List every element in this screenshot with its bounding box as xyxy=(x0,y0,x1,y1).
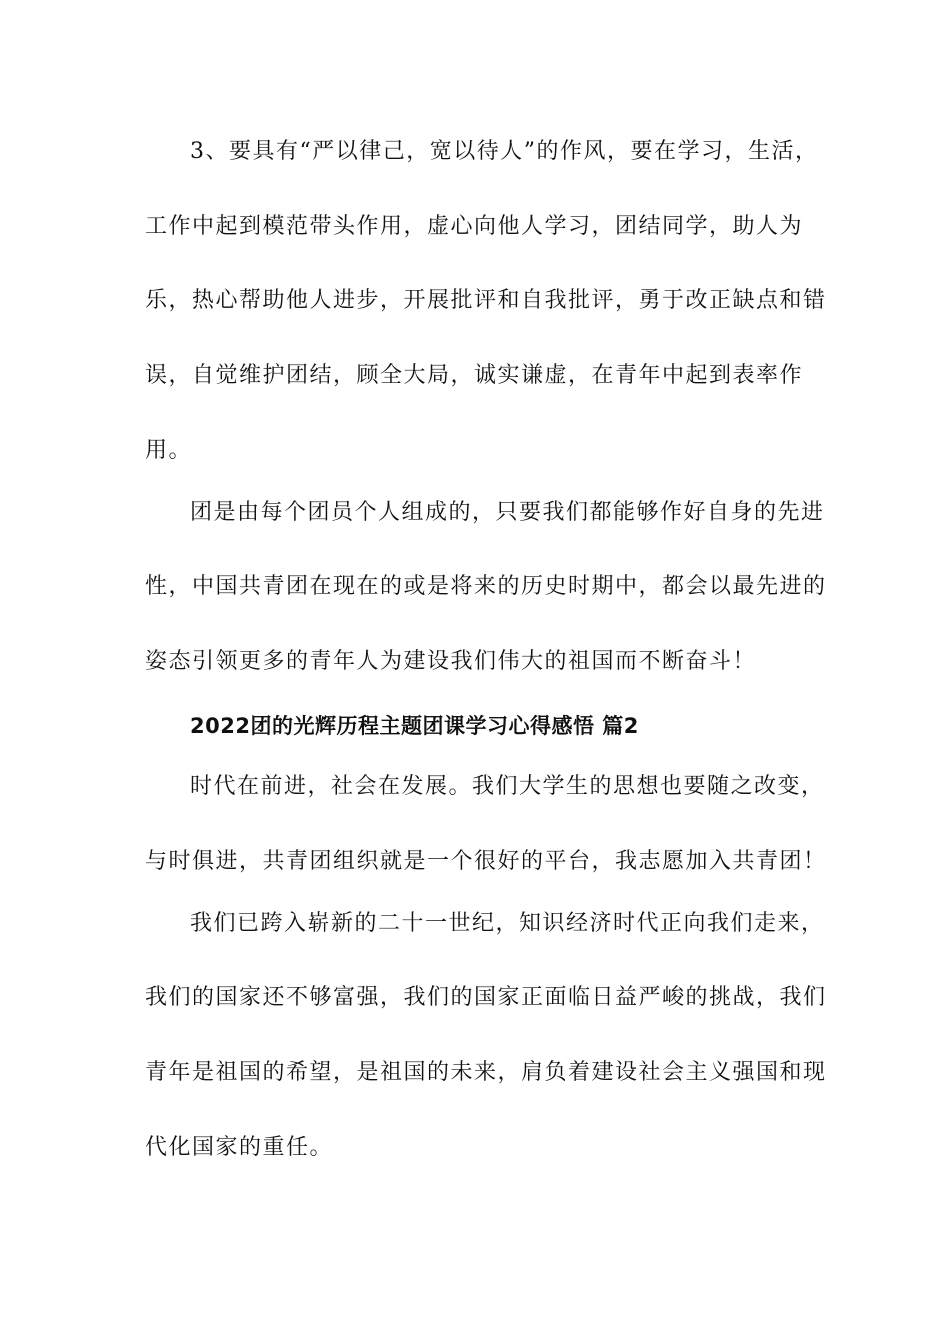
paragraph-line: 姿态引领更多的青年人为建设我们伟大的祖国而不断奋斗！ xyxy=(145,649,757,674)
paragraph-line: 我们的国家还不够富强，我们的国家正面临日益严峻的挑战，我们 xyxy=(145,985,827,1010)
paragraph-line: 乐，热心帮助他人进步，开展批评和自我批评，勇于改正缺点和错 xyxy=(145,288,827,313)
paragraph-line: 我们已跨入崭新的二十一世纪，知识经济时代正向我们走来， xyxy=(190,911,825,936)
section-heading: 2022团的光辉历程主题团课学习心得感悟 篇2 xyxy=(190,714,639,738)
paragraph-line: 代化国家的重任。 xyxy=(145,1135,334,1160)
paragraph-line: 团是由每个团员个人组成的，只要我们都能够作好自身的先进 xyxy=(190,500,825,525)
paragraph-line: 工作中起到模范带头作用，虚心向他人学习，团结同学，助人为 xyxy=(145,214,804,239)
paragraph-line: 青年是祖国的希望，是祖国的未来，肩负着建设社会主义强国和现 xyxy=(145,1060,827,1085)
paragraph-line: 性，中国共青团在现在的或是将来的历史时期中，都会以最先进的 xyxy=(145,574,827,599)
paragraph-line: 误，自觉维护团结，顾全大局，诚实谦虚，在青年中起到表率作 xyxy=(145,363,804,388)
paragraph-line: 与时俱进，共青团组织就是一个很好的平台，我志愿加入共青团！ xyxy=(145,849,827,874)
paragraph-line: 时代在前进，社会在发展。我们大学生的思想也要随之改变， xyxy=(190,774,825,799)
paragraph-line: 用。 xyxy=(145,438,193,463)
paragraph-line: 3、要具有“严以律己，宽以待人”的作风，要在学习，生活， xyxy=(190,139,819,164)
